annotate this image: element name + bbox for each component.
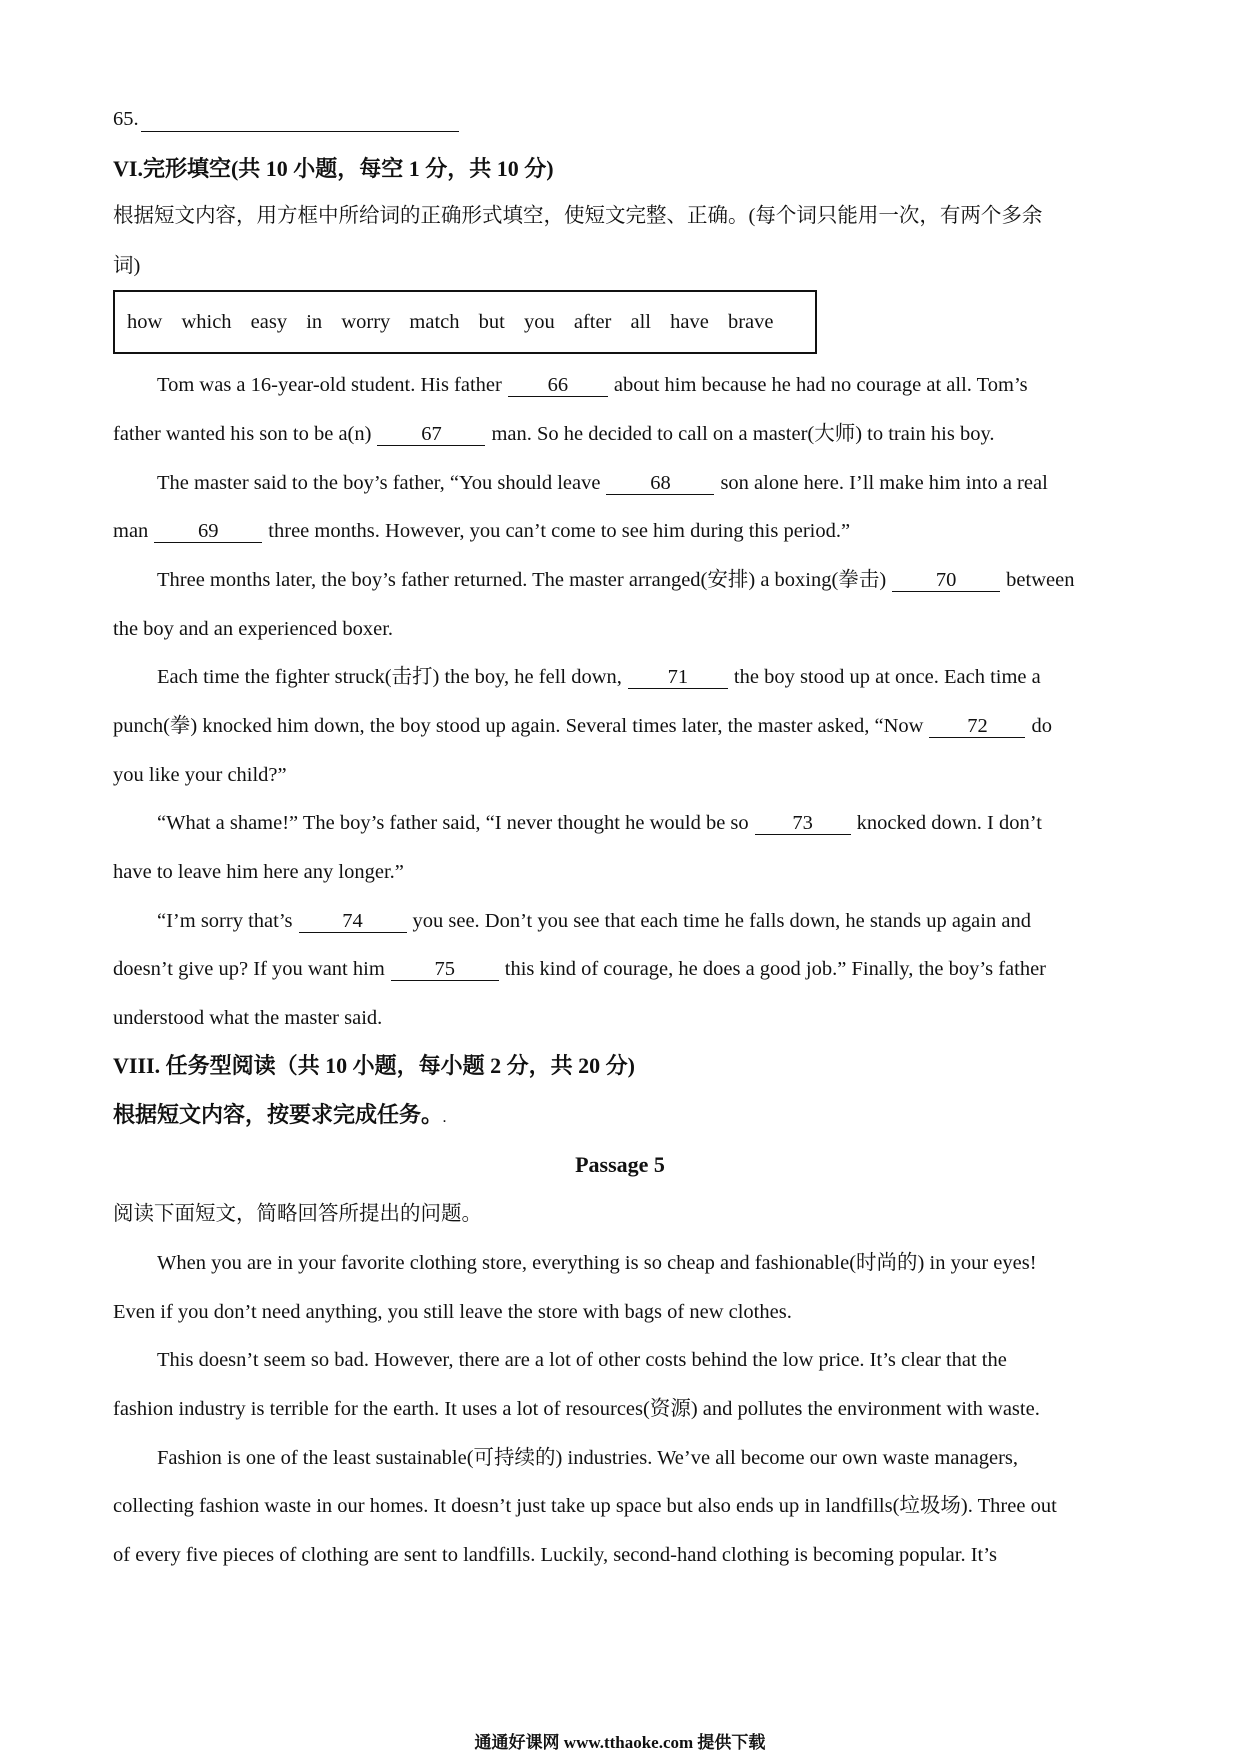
- passage-5-line: Even if you don’t need anything, you still leave the store with bags of new clothes.: [113, 1301, 792, 1323]
- word-box-item: but: [478, 311, 505, 333]
- passage-line: [113, 518, 1143, 544]
- word-box-item: which: [181, 311, 232, 333]
- blank-70[interactable]: 70: [892, 569, 1000, 592]
- passage-line: [157, 372, 1147, 398]
- word-box-item: easy: [250, 311, 288, 333]
- section-6-instruction-2: 词): [113, 255, 141, 277]
- passage-line: [157, 810, 1147, 836]
- passage-text: you see. Don’t you see that each time he falls down, he stands up again and: [412, 910, 1031, 932]
- passage-text: son alone here. I’ll make him into a real: [720, 472, 1048, 494]
- word-box-item: after: [573, 311, 612, 333]
- passage-line: [113, 421, 1143, 447]
- passage-5-line: fashion industry is terrible for the earth. It uses a lot of resources(资源) and pollutes the environment with waste.: [113, 1398, 1040, 1420]
- passage-text: “What a shame!” The boy’s father said, “I never thought he would be so: [157, 812, 749, 834]
- passage-text: about him because he had no courage at all. Tom’s: [613, 374, 1028, 396]
- passage-text: man: [113, 520, 149, 542]
- item-number-65: 65.: [113, 108, 139, 130]
- word-box-item: you: [523, 311, 555, 333]
- word-box-item: have: [670, 311, 709, 333]
- passage-text: Each time the fighter struck(击打) the boy, he fell down,: [157, 666, 622, 688]
- passage-text: this kind of courage, he does a good job.” Finally, the boy’s father: [504, 958, 1046, 980]
- blank-66[interactable]: 66: [508, 374, 608, 397]
- passage-text: The master said to the boy’s father, “You should leave: [157, 472, 601, 494]
- passage-line: [157, 470, 1147, 496]
- passage-text: “I’m sorry that’s: [157, 910, 293, 932]
- passage-text: doesn’t give up? If you want him: [113, 958, 385, 980]
- section-8-subtitle: [113, 1102, 1143, 1131]
- passage-text: Tom was a 16-year-old student. His father: [157, 374, 502, 396]
- blank-74[interactable]: 74: [299, 910, 407, 933]
- section-6-instruction-1: 根据短文内容，用方框中所给词的正确形式填空，使短文完整、正确。(每个词只能用一次，有两个多余: [113, 205, 1043, 227]
- blank-68[interactable]: 68: [606, 472, 714, 495]
- answer-blank-65[interactable]: [141, 109, 459, 132]
- passage-text: between: [1006, 569, 1075, 591]
- passage-line: the boy and an experienced boxer.: [113, 618, 394, 640]
- passage-text: father wanted his son to be a(n): [113, 423, 372, 445]
- passage-text: do: [1031, 715, 1052, 737]
- word-box-item: in: [306, 311, 323, 333]
- section-8-title: VIII. 任务型阅读（共 10 小题，每小题 2 分，共 20 分): [113, 1053, 635, 1078]
- passage-line: [157, 908, 1147, 934]
- word-box-item: worry: [341, 311, 391, 333]
- blank-75[interactable]: 75: [391, 958, 499, 981]
- word-box-item: all: [630, 311, 651, 333]
- subtitle-text: 根据短文内容，按要求完成任务。: [113, 1102, 444, 1127]
- subtitle-dot: .: [443, 1111, 447, 1125]
- passage-5-instruction: 阅读下面短文，简略回答所提出的问题。: [113, 1203, 482, 1225]
- word-box-item: match: [409, 311, 460, 333]
- passage-line: understood what the master said.: [113, 1007, 383, 1029]
- passage-line: [157, 567, 1147, 593]
- blank-67[interactable]: 67: [377, 423, 485, 446]
- passage-line: [113, 713, 1143, 739]
- word-box-item: brave: [727, 311, 774, 333]
- page-footer: 通通好课网 www.tthaoke.com 提供下载: [474, 1733, 766, 1752]
- passage-text: Three months later, the boy’s father returned. The master arranged(安排) a boxing(拳击): [157, 569, 887, 591]
- passage-text: three months. However, you can’t come to see him during this period.”: [268, 520, 851, 542]
- passage-5-line: When you are in your favorite clothing store, everything is so cheap and fashionable(时尚的) in your eyes!: [157, 1252, 1037, 1274]
- blank-73[interactable]: 73: [755, 812, 851, 835]
- section-6-title: VI.完形填空(共 10 小题，每空 1 分，共 10 分): [113, 156, 554, 181]
- word-box: [113, 290, 817, 354]
- passage-text: the boy stood up at once. Each time a: [733, 666, 1041, 688]
- passage-5-line: This doesn’t seem so bad. However, there are a lot of other costs behind the low price. It’s clear that the: [157, 1349, 1007, 1371]
- passage-text: punch(拳) knocked him down, the boy stood up again. Several times later, the master asked, “Now: [113, 715, 924, 737]
- passage-5-line: of every five pieces of clothing are sent to landfills. Luckily, second-hand clothing is becoming popular. It’s: [113, 1544, 997, 1566]
- passage-line: you like your child?”: [113, 764, 287, 786]
- passage-5-line: collecting fashion waste in our homes. It doesn’t just take up space but also ends up in landfills(垃圾场). Three out: [113, 1495, 1057, 1517]
- passage-text: man. So he decided to call on a master(大师) to train his boy.: [491, 423, 995, 445]
- blank-71[interactable]: 71: [628, 666, 728, 689]
- passage-text: knocked down. I don’t: [856, 812, 1042, 834]
- passage-line: [157, 664, 1147, 690]
- word-box-item: how: [127, 311, 163, 333]
- passage-5-line: Fashion is one of the least sustainable(可持续的) industries. We’ve all become our own waste managers,: [157, 1447, 1019, 1469]
- answer-line-65: [113, 106, 1143, 132]
- blank-69[interactable]: 69: [154, 520, 262, 543]
- passage-line: have to leave him here any longer.”: [113, 861, 404, 883]
- passage-title: Passage 5: [575, 1152, 665, 1177]
- passage-line: [113, 956, 1143, 982]
- blank-72[interactable]: 72: [929, 715, 1025, 738]
